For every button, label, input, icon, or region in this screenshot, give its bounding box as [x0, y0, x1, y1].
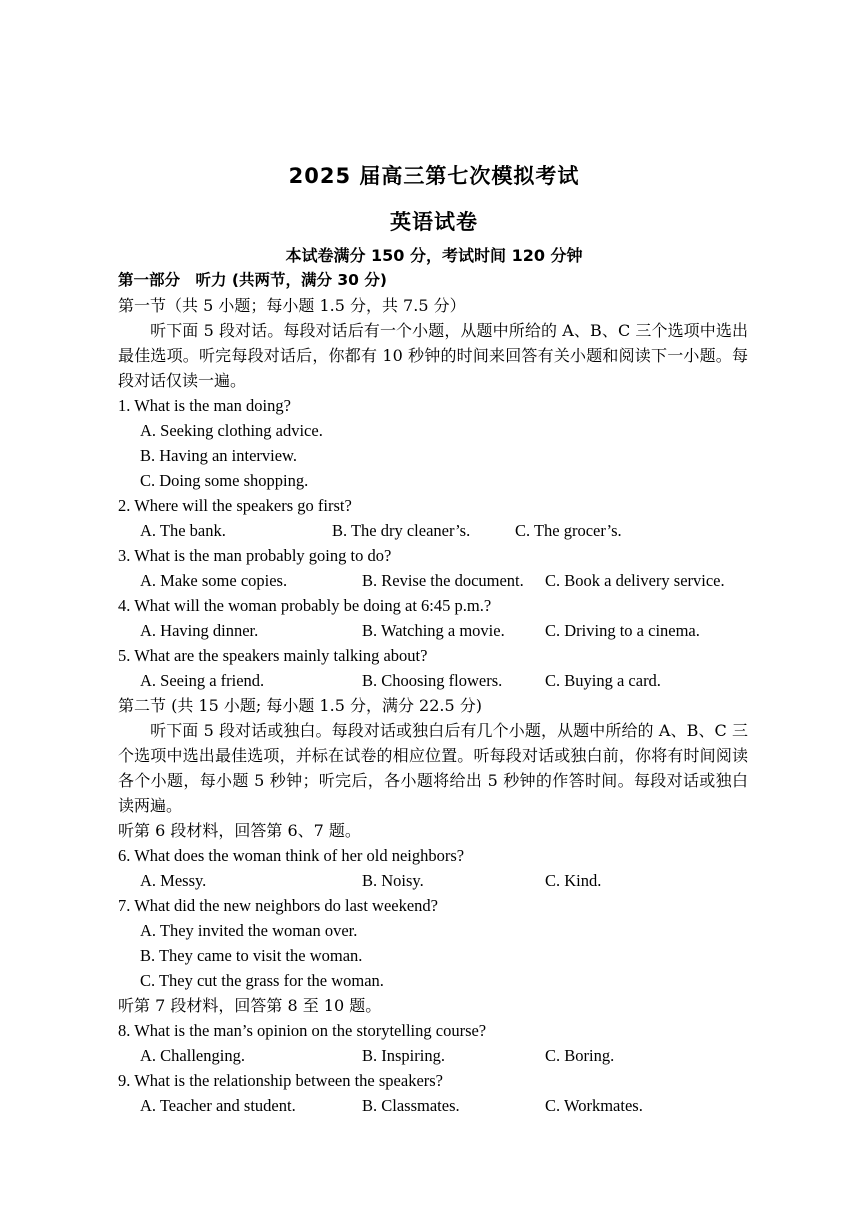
section1-instructions — [118, 318, 748, 393]
question-9-option-b: B. Classmates. — [362, 1096, 460, 1115]
question-7-option-c: C. They cut the grass for the woman. — [140, 971, 384, 990]
question-2-option-c: C. The grocer’s. — [515, 521, 622, 540]
material-6-note: 听第 6 段材料，回答第 6、7 题。 — [118, 821, 361, 840]
exam-info: 本试卷满分 150 分，考试时间 120 分钟 — [285, 246, 583, 265]
section1-instructions-text: 听下面 5 段对话。每段对话后有一个小题，从题中所给的 A、B、C 三个选项中选出最佳选项。听完每段对话后，你都有 10 秒钟的时间来回答有关小题和阅读下一小题。每段对话仅读一遍。 — [118, 321, 748, 390]
question-6-option-b: B. Noisy. — [362, 871, 424, 890]
exam-subtitle: 英语试卷 — [390, 210, 478, 234]
section1-heading: 第一节（共 5 小题；每小题 1.5 分，共 7.5 分） — [118, 296, 466, 315]
question-7: 7. What did the new neighbors do last weekend? — [118, 896, 438, 915]
question-7-option-a: A. They invited the woman over. — [140, 921, 358, 940]
question-6-option-c: C. Kind. — [545, 871, 602, 890]
section2-heading: 第二节 (共 15 小题; 每小题 1.5 分，满分 22.5 分) — [118, 696, 482, 715]
question-1-option-a: A. Seeking clothing advice. — [140, 421, 323, 440]
section2-instructions-text: 听下面 5 段对话或独白。每段对话或独白后有几个小题，从题中所给的 A、B、C 三个选项中选出最佳选项，并标在试卷的相应位置。听每段对话或独白前，你将有时间阅读各个小题，每小题 5 秒钟；听完后，各小题将给出 5 秒钟的作答时间。每段对话或独白读两遍。 — [118, 721, 748, 815]
question-4: 4. What will the woman probably be doing at 6:45 p.m.? — [118, 596, 492, 615]
part1-heading: 第一部分 听力 (共两节，满分 30 分) — [118, 271, 387, 289]
section2-instructions — [118, 718, 748, 818]
question-4-option-b: B. Watching a movie. — [362, 621, 505, 640]
question-2-option-b: B. The dry cleaner’s. — [332, 521, 471, 540]
question-3: 3. What is the man probably going to do? — [118, 546, 392, 565]
question-3-option-b: B. Revise the document. — [362, 571, 524, 590]
question-2-option-a: A. The bank. — [140, 521, 226, 540]
question-9-option-a: A. Teacher and student. — [140, 1096, 296, 1115]
question-6-option-a: A. Messy. — [140, 871, 207, 890]
material-7-note: 听第 7 段材料，回答第 8 至 10 题。 — [118, 996, 382, 1015]
question-3-option-a: A. Make some copies. — [140, 571, 288, 590]
question-8: 8. What is the man’s opinion on the storytelling course? — [118, 1021, 487, 1040]
question-5-option-c: C. Buying a card. — [545, 671, 661, 690]
question-7-option-b: B. They came to visit the woman. — [140, 946, 363, 965]
question-1-option-b: B. Having an interview. — [140, 446, 298, 465]
question-5: 5. What are the speakers mainly talking about? — [118, 646, 428, 665]
question-8-option-b: B. Inspiring. — [362, 1046, 445, 1065]
question-4-option-c: C. Driving to a cinema. — [545, 621, 700, 640]
question-1: 1. What is the man doing? — [118, 396, 291, 415]
question-6: 6. What does the woman think of her old neighbors? — [118, 846, 465, 865]
question-3-option-c: C. Book a delivery service. — [545, 571, 725, 590]
question-1-option-c: C. Doing some shopping. — [140, 471, 309, 490]
question-4-option-a: A. Having dinner. — [140, 621, 259, 640]
question-5-option-b: B. Choosing flowers. — [362, 671, 503, 690]
exam-title: 2025 届高三第七次模拟考试 — [288, 164, 580, 188]
question-2: 2. Where will the speakers go first? — [118, 496, 352, 515]
question-5-option-a: A. Seeing a friend. — [140, 671, 265, 690]
question-8-option-c: C. Boring. — [545, 1046, 615, 1065]
question-8-option-a: A. Challenging. — [140, 1046, 245, 1065]
question-9-option-c: C. Workmates. — [545, 1096, 643, 1115]
question-9: 9. What is the relationship between the speakers? — [118, 1071, 444, 1090]
